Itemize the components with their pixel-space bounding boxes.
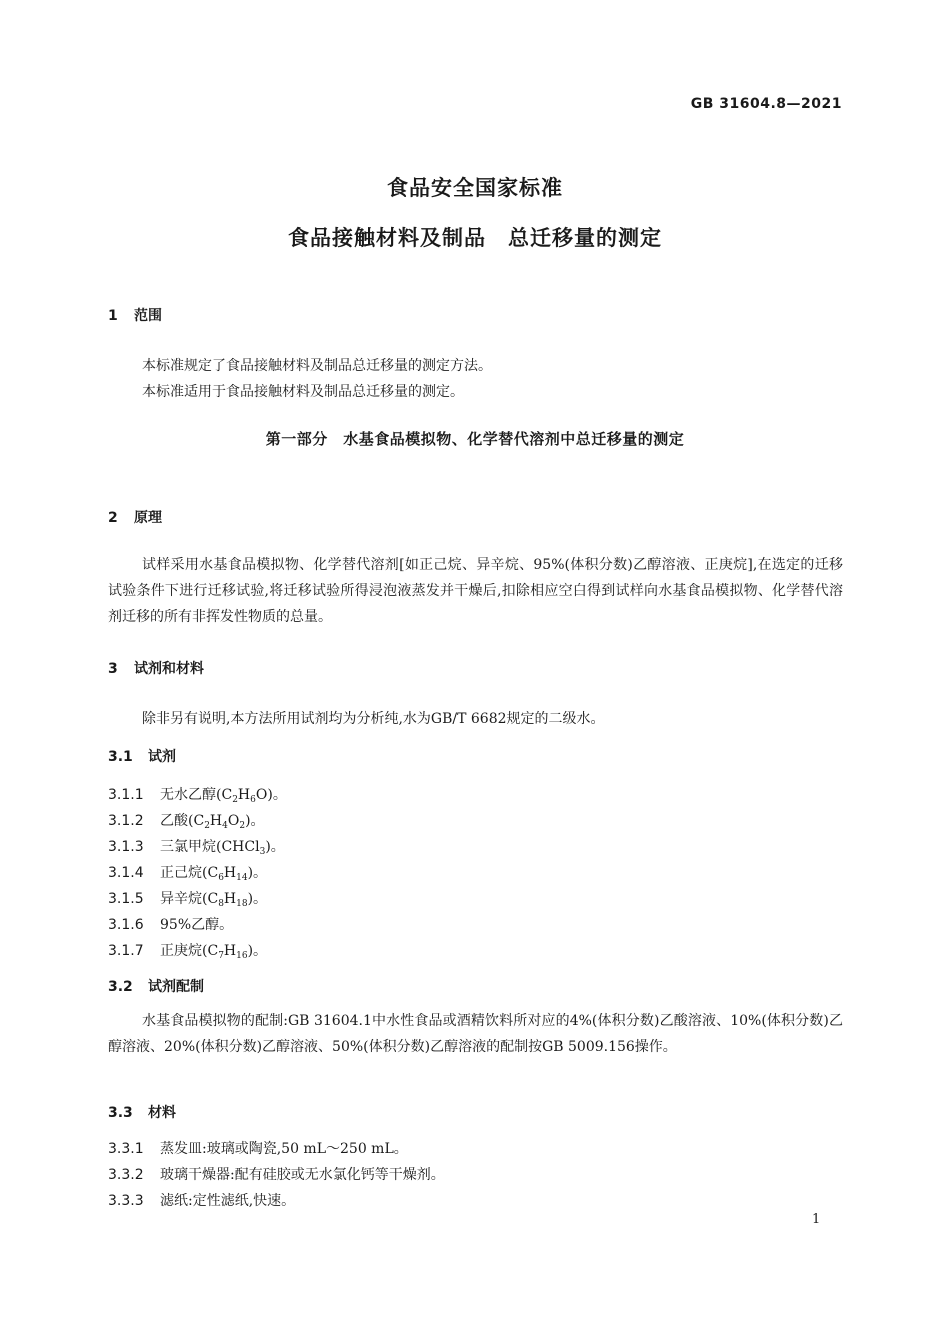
reagent-name: 异辛烷 <box>160 891 202 907</box>
material-item <box>108 1138 408 1158</box>
section-number: 3.3 <box>108 1105 133 1121</box>
item-number: 3.1.4 <box>108 865 144 881</box>
chemical-formula: (CHCl$_3$)。 <box>216 839 285 857</box>
section-3-3-heading <box>108 1102 176 1122</box>
reagent-name: 无水乙醇 <box>160 787 216 803</box>
material-text: 蒸发皿:玻璃或陶瓷,50 mL～250 mL。 <box>160 1141 408 1157</box>
reagent-name: 三氯甲烷 <box>160 839 216 855</box>
reagent-item <box>108 888 267 909</box>
item-number: 3.3.1 <box>108 1141 144 1157</box>
section-3-heading <box>108 658 204 678</box>
reagent-item <box>108 940 267 961</box>
chemical-formula: $(C_6H_{14})$。 <box>202 865 268 883</box>
material-item <box>108 1164 445 1184</box>
section-title: 试剂 <box>148 749 176 765</box>
item-number: 3.1.5 <box>108 891 144 907</box>
reagent-item <box>108 784 287 805</box>
reagent-item <box>108 862 267 883</box>
item-number: 3.1.7 <box>108 943 144 959</box>
section-number: 3.2 <box>108 979 133 995</box>
reagent-item <box>108 810 265 831</box>
page-number: 1 <box>812 1212 821 1227</box>
chemical-formula: $(C_2H_6O)$。 <box>216 787 287 805</box>
item-number: 3.3.3 <box>108 1193 144 1209</box>
material-item <box>108 1190 295 1210</box>
section-2-heading <box>108 507 162 527</box>
section-title: 范围 <box>134 308 162 324</box>
chemical-formula: $(C_8H_{18})$。 <box>202 891 268 909</box>
section-number: 2 <box>108 510 118 526</box>
chemical-formula: $(C_2H_4O_2)$。 <box>188 813 265 831</box>
reagent-name: 正己烷 <box>160 865 202 881</box>
section-number: 3 <box>108 661 118 677</box>
part-one-title: 第一部分 水基食品模拟物、化学替代溶剂中总迁移量的测定 <box>265 430 685 448</box>
section-title: 试剂配制 <box>148 979 204 995</box>
document-title-line2: 食品接触材料及制品 总迁移量的测定 <box>288 226 662 250</box>
section-1-heading <box>108 305 162 325</box>
section-number: 3.1 <box>108 749 133 765</box>
item-number: 3.1.3 <box>108 839 144 855</box>
scope-paragraph-2: 本标准适用于食品接触材料及制品总迁移量的测定。 <box>142 384 464 400</box>
material-text: 玻璃干燥器:配有硅胶或无水氯化钙等干燥剂。 <box>160 1167 445 1183</box>
reagent-item <box>108 914 233 934</box>
section-title: 试剂和材料 <box>134 661 204 677</box>
scope-paragraph-1: 本标准规定了食品接触材料及制品总迁移量的测定方法。 <box>142 358 492 374</box>
item-number: 3.1.1 <box>108 787 144 803</box>
reagent-name: 95%乙醇。 <box>160 917 234 933</box>
reagent-preparation-paragraph: 水基食品模拟物的配制:GB 31604.1中水性食品或酒精饮料所对应的4%(体积分数)乙酸溶液、10%(体积分数)乙醇溶液、20%(体积分数)乙醇溶液、50%(体积分数)乙醇溶液的配制按GB 5009.156操作。 <box>108 1013 843 1055</box>
section-number: 1 <box>108 308 118 324</box>
material-text: 滤纸:定性滤纸,快速。 <box>160 1193 296 1209</box>
item-number: 3.1.2 <box>108 813 144 829</box>
section-title: 材料 <box>148 1105 176 1121</box>
reagent-name: 乙酸 <box>160 813 188 829</box>
chemical-formula: $(C_7H_{16})$。 <box>202 943 268 961</box>
reagent-name: 正庚烷 <box>160 943 202 959</box>
reagents-intro: 除非另有说明,本方法所用试剂均为分析纯,水为GB/T 6682规定的二级水。 <box>142 711 605 727</box>
item-number: 3.1.6 <box>108 917 144 933</box>
principle-paragraph: 试样采用水基食品模拟物、化学替代溶剂[如正己烷、异辛烷、95%(体积分数)乙醇溶液、正庚烷],在选定的迁移试验条件下进行迁移试验,将迁移试验所得浸泡液蒸发并干燥后,扣除相应空白得到试样向水基食品模拟物、化学替代溶剂迁移的所有非挥发性物质的总量。 <box>108 557 843 625</box>
document-title-line1: 食品安全国家标准 <box>387 176 563 200</box>
section-title: 原理 <box>134 510 162 526</box>
section-3-1-heading <box>108 746 176 766</box>
reagent-item <box>108 836 285 857</box>
section-3-2-heading <box>108 976 204 996</box>
standard-code: GB 31604.8—2021 <box>690 96 842 112</box>
item-number: 3.3.2 <box>108 1167 144 1183</box>
